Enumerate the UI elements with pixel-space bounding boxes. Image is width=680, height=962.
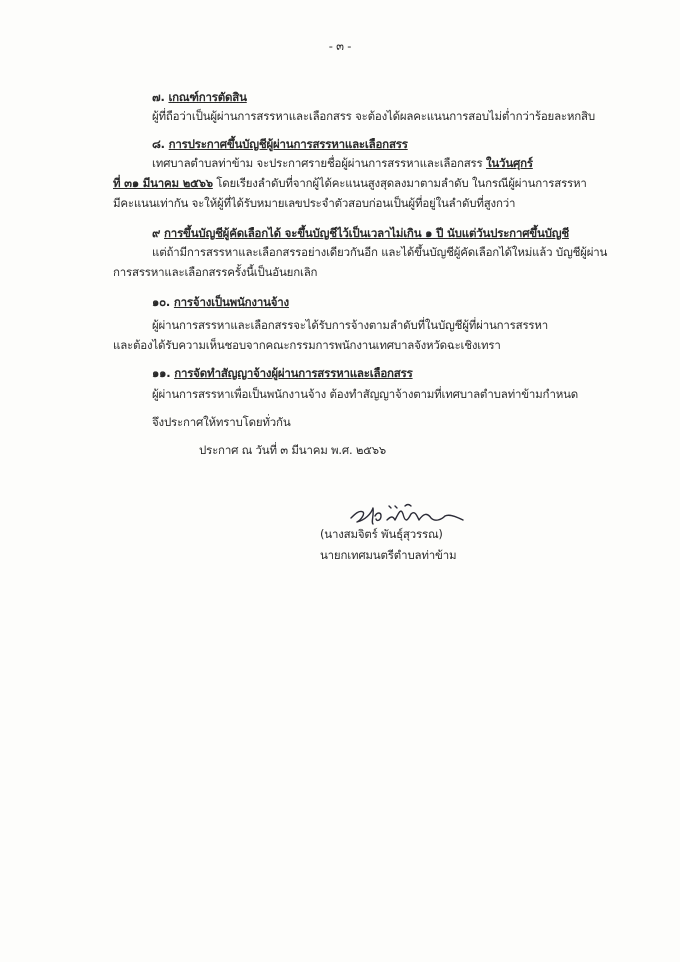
- section-8-body-line-3: มีคะแนนเท่ากัน จะให้ผู้ที่ได้รับหมายเลขประจำตัวสอบก่อนเป็นผู้ที่อยู่ในลำดับที่สูงกว่า: [113, 196, 516, 210]
- section-10-title: การจ้างเป็นพนักงานจ้าง: [173, 295, 289, 309]
- section-7-heading: [152, 90, 247, 104]
- section-7-number: ๗.: [152, 90, 165, 104]
- section-9-body-line-1: แต่ถ้ามีการสรรหาและเลือกสรรอย่างเดียวกันอีก และได้ขึ้นบัญชีผู้คัดเลือกได้ใหม่แล้ว บัญชีผู้ผ่าน: [152, 245, 608, 259]
- closing-statement: จึงประกาศให้ทราบโดยทั่วกัน: [152, 415, 291, 429]
- section-9-body-line-2: การสรรหาและเลือกสรรครั้งนี้เป็นอันยกเลิก: [113, 265, 318, 279]
- section-9-heading: [152, 226, 569, 240]
- section-11-body-line-1: ผู้ผ่านการสรรหาเพื่อเป็นพนักงานจ้าง ต้องทำสัญญาจ้างตามที่เทศบาลตำบลท่าข้ามกำหนด: [152, 387, 579, 401]
- section-10-number: ๑๐.: [152, 295, 171, 309]
- section-9-number: ๙: [152, 226, 161, 240]
- section-11-heading: [152, 366, 413, 380]
- signer-name: (นางสมจิตร์ พันธุ์สุวรรณ): [320, 527, 443, 541]
- section-8-title: การประกาศขึ้นบัญชีผู้ผ่านการสรรหาและเลือกสรร: [168, 137, 408, 151]
- section-11-number: ๑๑.: [152, 366, 171, 380]
- section-11-title: การจัดทำสัญญาจ้างผู้ผ่านการสรรหาและเลือกสรร: [174, 366, 413, 380]
- section-8-body-line-1: [152, 156, 533, 170]
- section-8-body-line-2: [113, 176, 587, 190]
- section-8-text: เทศบาลตำบลท่าข้าม จะประกาศรายชื่อผู้ผ่านการสรรหาและเลือกสรร: [152, 156, 483, 170]
- section-10-heading: [152, 295, 289, 309]
- section-7-body-line-1: ผู้ที่ถือว่าเป็นผู้ผ่านการสรรหาและเลือกสรร จะต้องได้ผลคะแนนการสอบไม่ต่ำกว่าร้อยละหกสิบ: [152, 109, 595, 123]
- page-number: - ๓ -: [328, 39, 352, 53]
- section-9-title: การขึ้นบัญชีผู้คัดเลือกได้ จะขึ้นบัญชีไว้เป็นเวลาไม่เกิน ๑ ปี นับแต่วันประกาศขึ้นบัญชี: [164, 226, 569, 240]
- announcement-date: ประกาศ ณ วันที่ ๓ มีนาคม พ.ศ. ๒๕๖๖: [199, 443, 386, 457]
- section-8-date-emphasis-2: ที่ ๓๑ มีนาคม ๒๕๖๖: [113, 176, 213, 190]
- handwritten-signature: [345, 500, 475, 530]
- section-8-number: ๘.: [152, 137, 165, 151]
- section-10-body-line-2: และต้องได้รับความเห็นชอบจากคณะกรรมการพนักงานเทศบาลจังหวัดฉะเชิงเทรา: [113, 338, 501, 352]
- section-8-text-2: โดยเรียงลำดับที่จากผู้ได้คะแนนสูงสุดลงมาตามลำดับ ในกรณีผู้ผ่านการสรรหา: [216, 176, 587, 190]
- section-10-body-line-1: ผู้ผ่านการสรรหาและเลือกสรรจะได้รับการจ้างตามลำดับที่ในบัญชีผู้ที่ผ่านการสรรหา: [152, 318, 549, 332]
- section-7-title: เกณฑ์การตัดสิน: [168, 90, 247, 104]
- section-8-date-emphasis: ในวันศุกร์: [485, 156, 533, 170]
- section-8-heading: [152, 137, 408, 151]
- signer-title: นายกเทศมนตรีตำบลท่าข้าม: [320, 548, 457, 562]
